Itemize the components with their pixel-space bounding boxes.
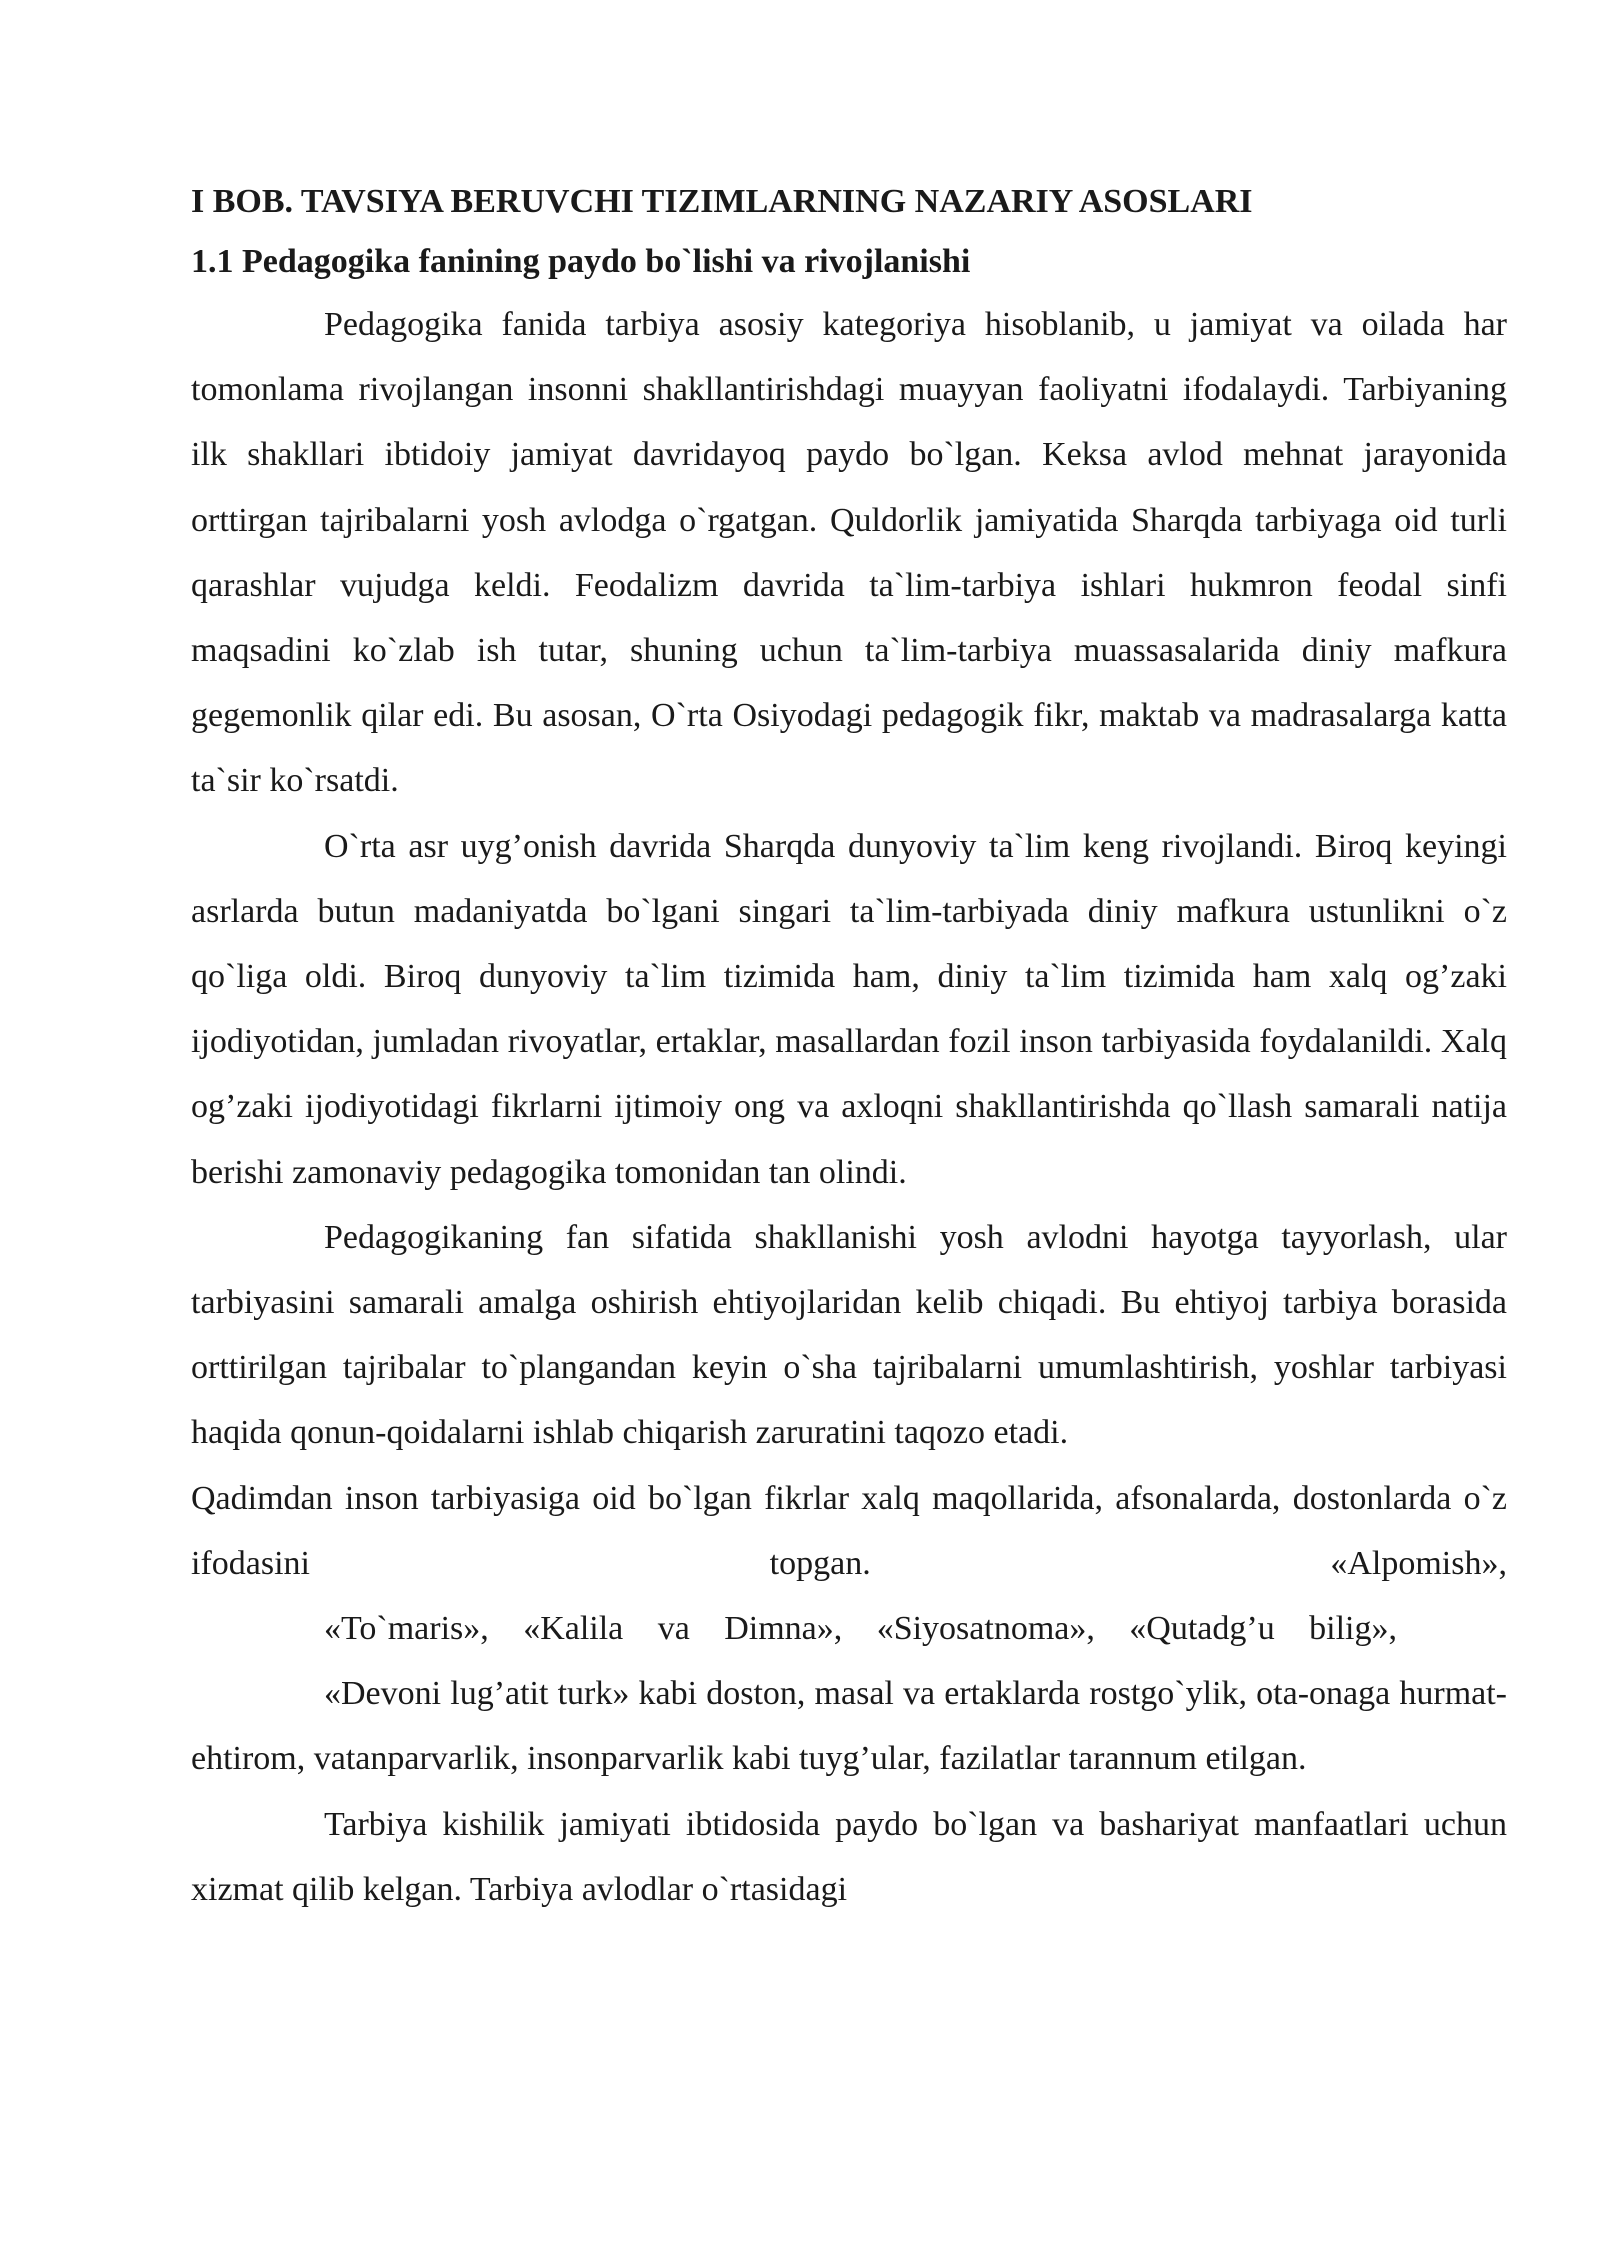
paragraph-3: Pedagogikaning fan sifatida shakllanishi yosh avlodni hayotga tayyorlash, ular tarbiyasini samarali amalga oshirish ehtiyojlaridan kelib chiqadi. Bu ehtiyoj tarbiya borasida orttirilgan tajribalar to`plangandan keyin o`sha tajribalarni umumlashtirish, yoshlar tarbiyasi haqida qonun-qoidalarni ishlab chiqarish zaruratini taqozo etadi. — [191, 1218, 1507, 1452]
paragraph-7: Tarbiya kishilik jamiyati ibtidosida paydo bo`lgan va bashariyat manfaatlari uchun xizmat qilib kelgan. Tarbiya avlodlar o`rtasidagi — [191, 1805, 1507, 1908]
document-page — [191, 172, 1507, 1922]
paragraph-6: «Devoni lug’atit turk» kabi doston, masal va ertaklarda rostgo`ylik, ota-onaga hurmat-ehtirom, vatanparvarlik, insonparvarlik kabi tuyg’ular, fazilatlar tarannum etilgan. — [191, 1675, 1507, 1778]
chapter-title: I BOB. TAVSIYA BERUVCHI TIZIMLARNING NAZARIY ASOSLARI — [191, 183, 1253, 220]
paragraph-2: O`rta asr uyg’onish davrida Sharqda dunyoviy ta`lim keng rivojlandi. Biroq keyingi asrlarda butun madaniyatda bo`lgani singari ta`lim-tarbiyada diniy mafkura ustunlikni o`z qo`liga oldi. Biroq dunyoviy ta`lim tizimida ham, diniy ta`lim tizimida ham xalq og’zaki ijodiyotidan, jumladan rivoyatlar, ertaklar, masallardan fozil inson tarbiyasida foydalanildi. Xalq og’zaki ijodiyotidagi fikrlarni ijtimoiy ong va axloqni shakllantirishda qo`llash samarali natija berishi zamonaviy pedagogika tomonidan tan olindi. — [191, 827, 1507, 1191]
section-title: 1.1 Pedagogika fanining paydo bo`lishi va rivojlanishi — [191, 243, 971, 280]
paragraph-4: Qadimdan inson tarbiyasiga oid bo`lgan fikrlar xalq maqollarida, afsonalarda, dostonlarda o`z ifodasini topgan. «Alpomish», — [191, 1479, 1507, 1582]
paragraph-1: Pedagogika fanida tarbiya asosiy kategoriya hisoblanib, u jamiyat va oilada har tomonlama rivojlangan insonni shakllantirishdagi muayyan faoliyatni ifodalaydi. Tarbiyaning ilk shakllari ibtidoiy jamiyat davridayoq paydo bo`lgan. Keksa avlod mehnat jarayonida orttirgan tajribalarni yosh avlodga o`rgatgan. Quldorlik jamiyatida Sharqda tarbiyaga oid turli qarashlar vujudga keldi. Feodalizm davrida ta`lim-tarbiya ishlari hukmron feodal sinfi maqsadini ko`zlab ish tutar, shuning uchun ta`lim-tarbiya muassasalarida diniy mafkura gegemonlik qilar edi. Bu asosan, O`rta Osiyodagi pedagogik fikr, maktab va madrasalarga katta ta`sir ko`rsatdi. — [191, 306, 1507, 800]
paragraph-5: «To`maris», «Kalila va Dimna», «Siyosatnoma», «Qutadg’u bilig», — [324, 1610, 1397, 1648]
